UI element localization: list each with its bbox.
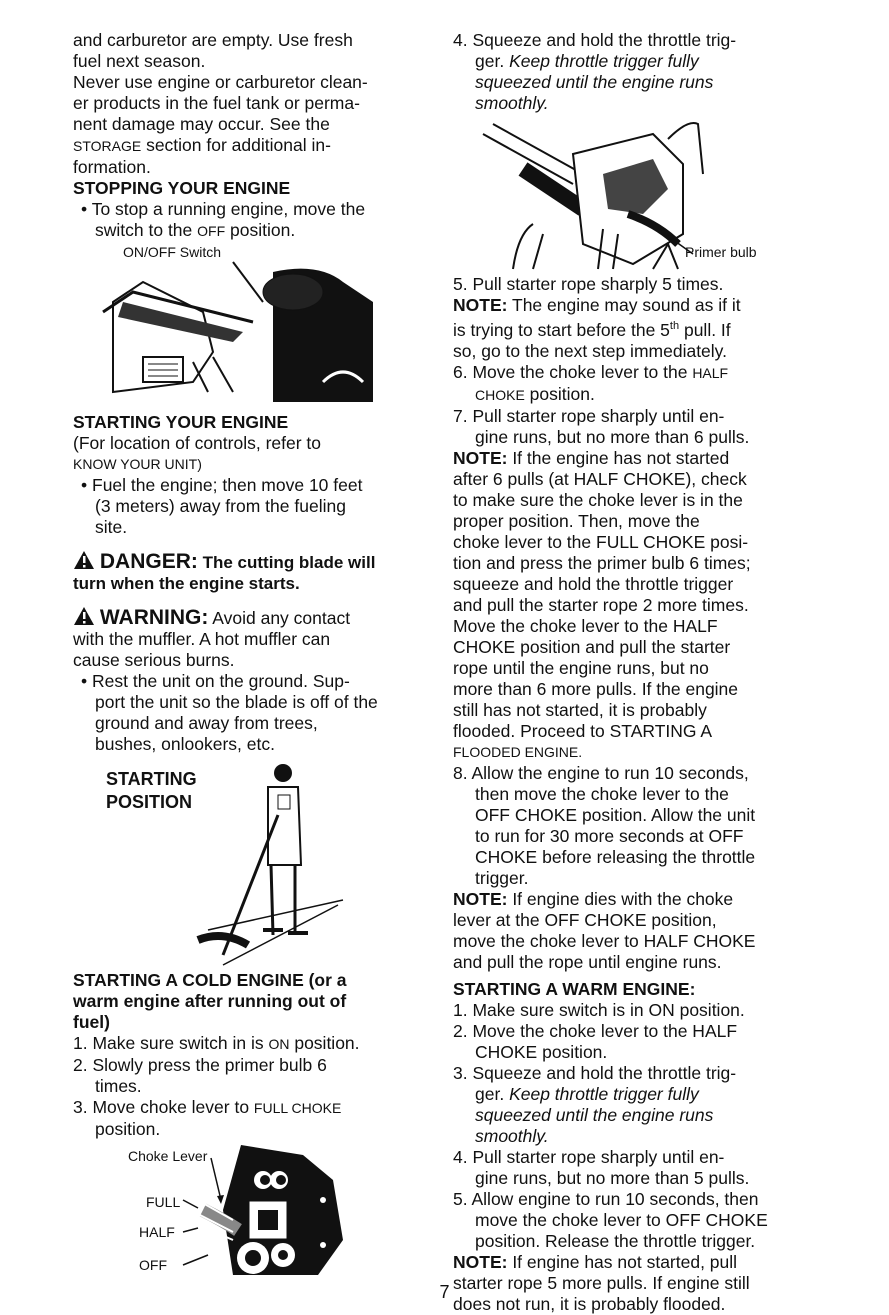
cold-step: 1. Make sure switch in is ON position. [73,1033,360,1053]
cold-step: 3. Move choke lever to FULL CHOKE [73,1097,342,1117]
rest-bullet-cont: port the unit so the blade is off of the [95,692,378,712]
step-8-cont: CHOKE before releasing the throttle [475,846,756,867]
warm-step-cont: CHOKE position. [475,1041,608,1062]
note-1: NOTE: The engine may sound as if it [453,295,741,315]
half-label: HALF [139,1224,175,1240]
note-2-cont: tion and press the primer bulb 6 times; [453,552,751,573]
cold-heading: fuel) [73,1012,110,1032]
note-1-cont: so, go to the next step immediately. [453,340,727,361]
step-8: 8. Allow the engine to run 10 seconds, [453,762,749,783]
note-2-cont: more than 6 more pulls. If the engine [453,678,739,699]
starting-heading: STARTING YOUR ENGINE [73,412,289,432]
step-8-cont: trigger. [475,867,529,888]
step-8-cont: OFF CHOKE position. Allow the unit [475,804,756,825]
stopping-heading: STOPPING YOUR ENGINE [73,178,291,198]
warm-step: 5. Allow engine to run 10 seconds, then [453,1188,759,1209]
step-8-cont: then move the choke lever to the [475,783,729,804]
intro-line: Never use engine or carburetor clean- [73,72,368,92]
warm-step: 1. Make sure switch is in ON position. [453,999,745,1020]
right-column [453,30,828,1315]
starting-sub: KNOW YOUR UNIT) [73,456,202,472]
warm-step: 4. Pull starter rope sharply until en- [453,1146,725,1167]
step-7: 7. Pull starter rope sharply until en- [453,405,725,426]
step-4-cont: smoothly. [475,93,549,113]
primer-bulb-label: Primer bulb [685,244,757,260]
fuel-bullet-cont: (3 meters) away from the fueling [95,496,346,516]
warm-step-cont: squeezed until the engine runs [475,1104,714,1125]
stopping-bullet-cont: switch to the OFF position. [95,220,296,240]
warning-triangle-icon [73,606,95,626]
intro-line: and carburetor are empty. Use fresh [73,30,353,50]
intro-line: STORAGE section for additional in- [73,135,331,155]
note-2-cont: flooded. Proceed to STARTING A [453,720,713,741]
step-4-cont: squeezed until the engine runs [475,72,714,92]
intro-line: fuel next season. [73,51,206,71]
step-4-cont: ger. Keep throttle trigger fully [475,51,699,71]
muffler-warning-cont: cause serious burns. [73,650,235,670]
fuel-bullet-cont: site. [95,517,128,537]
note-3-cont: move the choke lever to HALF CHOKE [453,930,756,951]
warm-step-cont: smoothly. [475,1125,549,1146]
note-2-cont: Move the choke lever to the HALF [453,615,718,636]
choke-lever-figure [73,1140,418,1280]
note-2-cont: after 6 pulls (at HALF CHOKE), check [453,468,747,489]
note-4-cont: does not run, it is probably flooded. [453,1293,726,1314]
note-4-cont: starter rope 5 more pulls. If engine still [453,1272,750,1293]
warm-step-cont: position. Release the throttle trigger. [475,1230,756,1251]
muffler-warning: WARNING: Avoid any contact [73,606,418,629]
note-3-cont: lever at the OFF CHOKE position, [453,909,717,930]
note-2-cont: to make sure the choke lever is in the [453,489,743,510]
step-6-cont: CHOKE position. [475,383,595,404]
rest-bullet-cont: ground and away from trees, [95,713,318,733]
note-2-cont: CHOKE position and pull the starter [453,636,731,657]
intro-line: formation. [73,157,151,177]
note-2-cont: proper position. Then, move the [453,510,700,531]
warm-step-cont: ger. Keep throttle trigger fully [475,1083,699,1104]
primer-bulb-illustration [453,114,823,274]
onoff-switch-figure [73,242,418,412]
note-1-cont: is trying to start before the 5th pull. If [453,319,731,340]
choke-lever-illustration [73,1140,373,1280]
note-4: NOTE: If engine has not started, pull [453,1251,738,1272]
warm-step: 3. Squeeze and hold the throttle trig- [453,1062,737,1083]
intro-line: er products in the fuel tank or perma- [73,93,360,113]
onoff-switch-label: ON/OFF Switch [123,244,222,260]
stopping-bullet: • To stop a running engine, move the [81,199,366,219]
left-column [73,30,418,1280]
engine-switch-illustration [73,242,373,412]
note-2-cont: and pull the starter rope 2 more times. [453,594,749,615]
warm-step: 2. Move the choke lever to the HALF [453,1020,738,1041]
muffler-warning-cont: with the muffler. A hot muffler can [73,629,331,649]
note-2-cont: rope until the engine runs, but no [453,657,709,678]
cold-step-cont: position. [95,1119,161,1139]
cold-step: 2. Slowly press the primer bulb 6 [73,1055,327,1075]
note-2-cont: choke lever to the FULL CHOKE posi- [453,531,749,552]
cold-heading: warm engine after running out of [73,991,347,1011]
cold-step-cont: times. [95,1076,142,1096]
starting-position-label: POSITION [106,792,193,812]
step-4: 4. Squeeze and hold the throttle trig- [453,30,737,50]
cold-heading: STARTING A COLD ENGINE (or a [73,970,347,990]
warm-step-cont: gine runs, but no more than 5 pulls. [475,1167,750,1188]
rest-bullet-cont: bushes, onlookers, etc. [95,734,275,754]
note-3: NOTE: If engine dies with the choke [453,888,734,909]
note-2-cont: still has not started, it is probably [453,699,707,720]
step-6: 6. Move the choke lever to the HALF [453,361,729,382]
starting-sub: (For location of controls, refer to [73,433,322,453]
starting-position-label: STARTING [106,769,197,789]
page-number: 7 [439,1282,450,1302]
note-2: NOTE: If the engine has not started [453,447,730,468]
note-3-cont: and pull the rope until engine runs. [453,951,722,972]
full-label: FULL [146,1194,181,1210]
warm-heading: STARTING A WARM ENGINE: [453,978,696,999]
off-label: OFF [139,1257,167,1273]
warning-triangle-icon [73,550,95,570]
intro-line: nent damage may occur. See the [73,114,330,134]
warm-step-cont: move the choke lever to OFF CHOKE [475,1209,768,1230]
step-7-cont: gine runs, but no more than 6 pulls. [475,426,750,447]
primer-bulb-figure [453,114,828,274]
rest-bullet: • Rest the unit on the ground. Sup- [81,671,350,691]
starting-position-figure [73,755,418,970]
note-2-cont: FLOODED ENGINE. [453,743,583,760]
danger-warning: DANGER: The cutting blade will [73,550,418,573]
note-2-cont: squeeze and hold the throttle trigger [453,573,734,594]
fuel-bullet: • Fuel the engine; then move 10 feet [81,475,363,495]
choke-lever-label: Choke Lever [128,1148,208,1164]
danger-warning-cont: turn when the engine starts. [73,574,300,593]
step-8-cont: to run for 30 more seconds at OFF [475,825,744,846]
step-5: 5. Pull starter rope sharply 5 times. [453,274,724,294]
